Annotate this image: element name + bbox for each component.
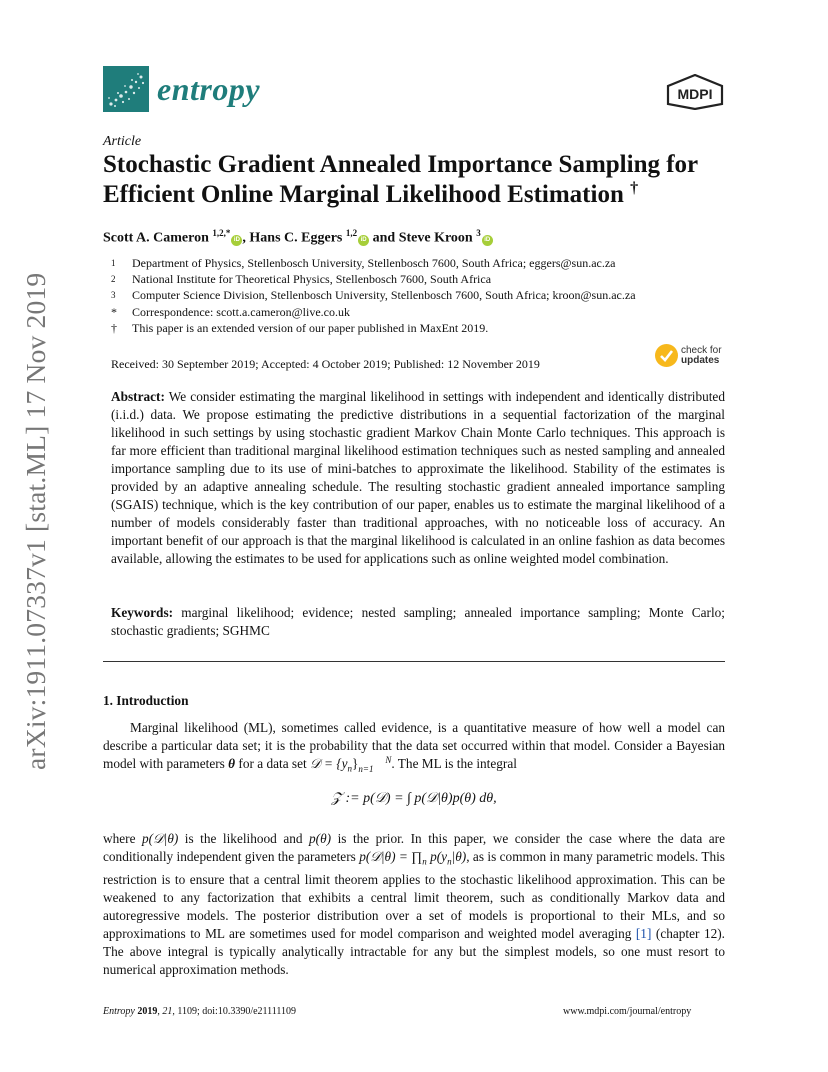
abstract-label: Abstract: xyxy=(111,389,165,404)
title-line-2: Efficient Online Marginal Likelihood Estimation xyxy=(103,181,624,208)
divider xyxy=(103,661,725,662)
author-list: Scott A. Cameron $^{1,2,*}$iD , Hans C. Eggers $^{1,2}$iD and Steve Kroon $^3$iD xyxy=(103,228,493,247)
keywords-label: Keywords: xyxy=(111,605,174,620)
check-icon xyxy=(655,344,678,367)
correspondence: * Correspondence: scott.a.cameron@live.co.uk xyxy=(111,305,350,319)
abstract xyxy=(111,388,725,568)
title-line-1: Stochastic Gradient Annealed Importance Sampling for xyxy=(103,151,699,178)
mdpi-logo xyxy=(666,74,724,110)
keywords-text: marginal likelihood; evidence; nested sampling; annealed importance sampling; Monte Carlo; stochastic gradients; SGHMC xyxy=(111,605,725,638)
article-type: Article xyxy=(103,134,142,149)
affiliation: 2 National Institute for Theoretical Physics, Stellenbosch 7600, South Africa xyxy=(111,272,492,286)
citation-link[interactable]: [1] xyxy=(635,925,652,941)
author-sup: 1,2,* xyxy=(212,228,231,238)
keywords xyxy=(111,604,725,640)
section-title: 1. Introduction xyxy=(103,693,189,708)
check-for-updates-badge[interactable] xyxy=(655,343,725,371)
author-sup: 1,2 xyxy=(345,228,358,238)
check-updates-line2: updates xyxy=(681,355,720,366)
author-name: Scott A. Cameron xyxy=(103,230,209,246)
footer-citation: Entropy 2019, 21, 1109; doi:10.3390/e21111109 xyxy=(103,1006,297,1017)
abstract-text: We consider estimating the marginal likelihood in settings with independent and identically distributed (i.i.d.) data. We propose estimating the predictive distributions in a sequential factorization of the marginal likelihood in such settings by using stochastic gradient Markov Chain Monte Carlo techniques. This approach is far more efficient than traditional marginal likelihood estimation techniques such as nested sampling and annealed importance sampling due to its use of mini-batches to approximate the likelihood. Stability of the estimates is provided by an adaptive annealing schedule. The resulting stochastic gradient annealed importance sampling (SGAIS) technique, which is the key contribution of our paper, enables us to estimate the marginal likelihood of a number of models considerably faster than traditional approaches, with no noticeable loss of accuracy. An important benefit of our approach is that the marginal likelihood is calculated in an online fashion as data becomes available, allowing the estimates to be used for applications such as online weighted model combination. xyxy=(111,389,725,566)
intro-paragraph-2: where p(𝒟|θ) is the likelihood and p(θ) is the prior. In this paper, we consider the case where the data are conditionally independent given the parameters p(𝒟|θ) = $\prod_n$ $p(y_n|\theta)$, as is common in many parametric models. This restriction is to ensure that a central limit theorem applies to the stochastic likelihood approximation. This can be weakened to any factorization that exhibits a central limit theorem, such as conditionally Markov data and autoregressive models. The posterior distribution over a set of models is proportional to their MLs, and so approximations to ML are sometimes used for model comparison and weighted model averaging [1] (chapter 12). The above integral is typically analytically intractable for any but the simplest models, so one must resort to numerical approximation methods. xyxy=(103,831,725,977)
arxiv-stamp: arXiv:1911.07337v1 [stat.ML] 17 Nov 2019 xyxy=(20,272,51,770)
affiliation: 1 Department of Physics, Stellenbosch University, Stellenbosch 7600, South Africa; eggers@sun.ac.za xyxy=(111,256,616,270)
affiliation: 3 Computer Science Division, Stellenbosch University, Stellenbosch 7600, South Africa; kroon@sun.ac.za xyxy=(111,288,636,302)
orcid-icon[interactable]: iD xyxy=(482,235,493,246)
footer-url[interactable]: www.mdpi.com/journal/entropy xyxy=(563,1006,692,1017)
entropy-logo-icon xyxy=(103,66,149,112)
check-updates-line1: check for xyxy=(681,345,722,356)
orcid-icon[interactable]: iD xyxy=(231,235,242,246)
title-mark: † xyxy=(630,179,639,197)
orcid-icon[interactable]: iD xyxy=(358,235,369,246)
paper-title xyxy=(103,150,743,210)
journal-name: entropy xyxy=(157,71,261,107)
author-name: Steve Kroon xyxy=(398,230,473,246)
mdpi-logo-text: MDPI xyxy=(677,86,713,102)
author-sup: 3 xyxy=(476,228,481,238)
publication-dates: Received: 30 September 2019; Accepted: 4 October 2019; Published: 12 November 2019 xyxy=(111,357,540,371)
equation-marginal-likelihood: 𝒵 := p(𝒟) = ∫ p(𝒟|θ)p(θ) dθ, xyxy=(331,791,497,806)
intro-paragraph-1: Marginal likelihood (ML), sometimes called evidence, is a quantitative measure of how well a model can describe a particular data set; it is the probability that the data set occurred within that model. Consider a Bayesian model with parameters θ for a data set 𝒟 = $\{y_n\}$ N n=1 . The ML is the integral xyxy=(103,720,725,774)
footnote: † This paper is an extended version of our paper published in MaxEnt 2019. xyxy=(111,321,489,335)
author-name: Hans C. Eggers xyxy=(249,230,343,246)
